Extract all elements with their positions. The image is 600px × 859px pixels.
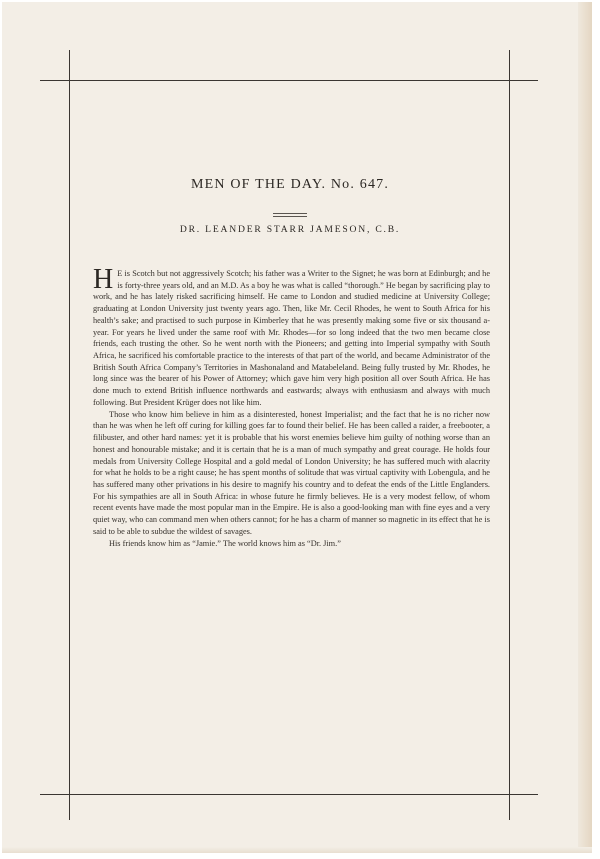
paper-edge-shadow [578,2,592,852]
subject-name: DR. LEANDER STARR JAMESON, C.B. [179,224,401,235]
frame-top-line [40,80,538,81]
article-paragraph-2: Those who know him believe in him as a disinterested, honest Imperialist; and the fact that he is no richer now than he was when he left off curing for killing goes far to found their belief. He has been called a raider, a freebooter, a filibuster, and other hard names: yet it is probable that his worst enemies believe him guilty of nothing worse than an honest and honourable mistake; and it is certain that he is a man of much sympathy and great courage. He holds four medals from University College Hospital and a gold medal of London University; he has suffered much with alacrity for what he holds to be a right cause; he has spent months of solitude that was virtual captivity with Lobengula, and he has suffered many other privations in his desire to magnify his country and to defeat the ends of the Little Englanders. For his sympathies are all in South Africa: in whose future he firmly believes. He is a very modest fellow, of whom recent events have made the most popular man in the Empire. He is also a good-looking man with fine eyes and a very quiet way, who can command men when others cannot; for he has a charm of manner so magnetic in its effect that he is said to be able to subdue the wildest of savages. [93,409,490,536]
article-paragraph-1 [93,264,490,409]
frame-bottom-line [40,794,538,795]
drop-cap: H [93,264,114,295]
paper-bottom-edge [2,847,592,853]
page-title: MEN OF THE DAY. No. 647. [190,177,390,192]
article-paragraph-3: His friends know him as “Jamie.” The world knows him as “Dr. Jim.” [109,538,341,548]
frame-left-line [69,50,70,820]
title-rule-upper [273,213,307,214]
article-body [93,264,490,549]
paragraph-1-text: E is Scotch but not aggressively Scotch; his father was a Writer to the Signet; he was born at Edinburgh; and he is forty-three years old, and an M.D. As a boy he was what is called “thorough.” He began by sacrificing play to work, and he has lately risked sacrificing himself. He came to London and studied medicine at University College; graduating at London University just twenty years ago. Then, like Mr. Cecil Rhodes, he went to South Africa for his health’s sake; and practised to such purpose in Kimberley that he was presently making some five or six thousand a-year. For years he lived under the same roof with Mr. Rhodes—for so long indeed that the two men became close friends, each trusting the other. So he went north with the Pioneers; and getting into Imperial sympathy with South Africa, he sacrificed his comfortable practice to the interests of that part of the world, and became Administrator of the British South Africa Company’s Territories in Mashonaland and Matabeleland. Being fully trusted by Mr. Rhodes, he long since was the bearer of his Power of Attorney; which gave him very high position all over South Africa. He has done much to extend British influence northwards and eastwards; always with enthusiasm and always with much following. But President Krüger does not like him. [93,269,490,407]
title-rule-lower [273,216,307,217]
frame-right-line [509,50,510,820]
